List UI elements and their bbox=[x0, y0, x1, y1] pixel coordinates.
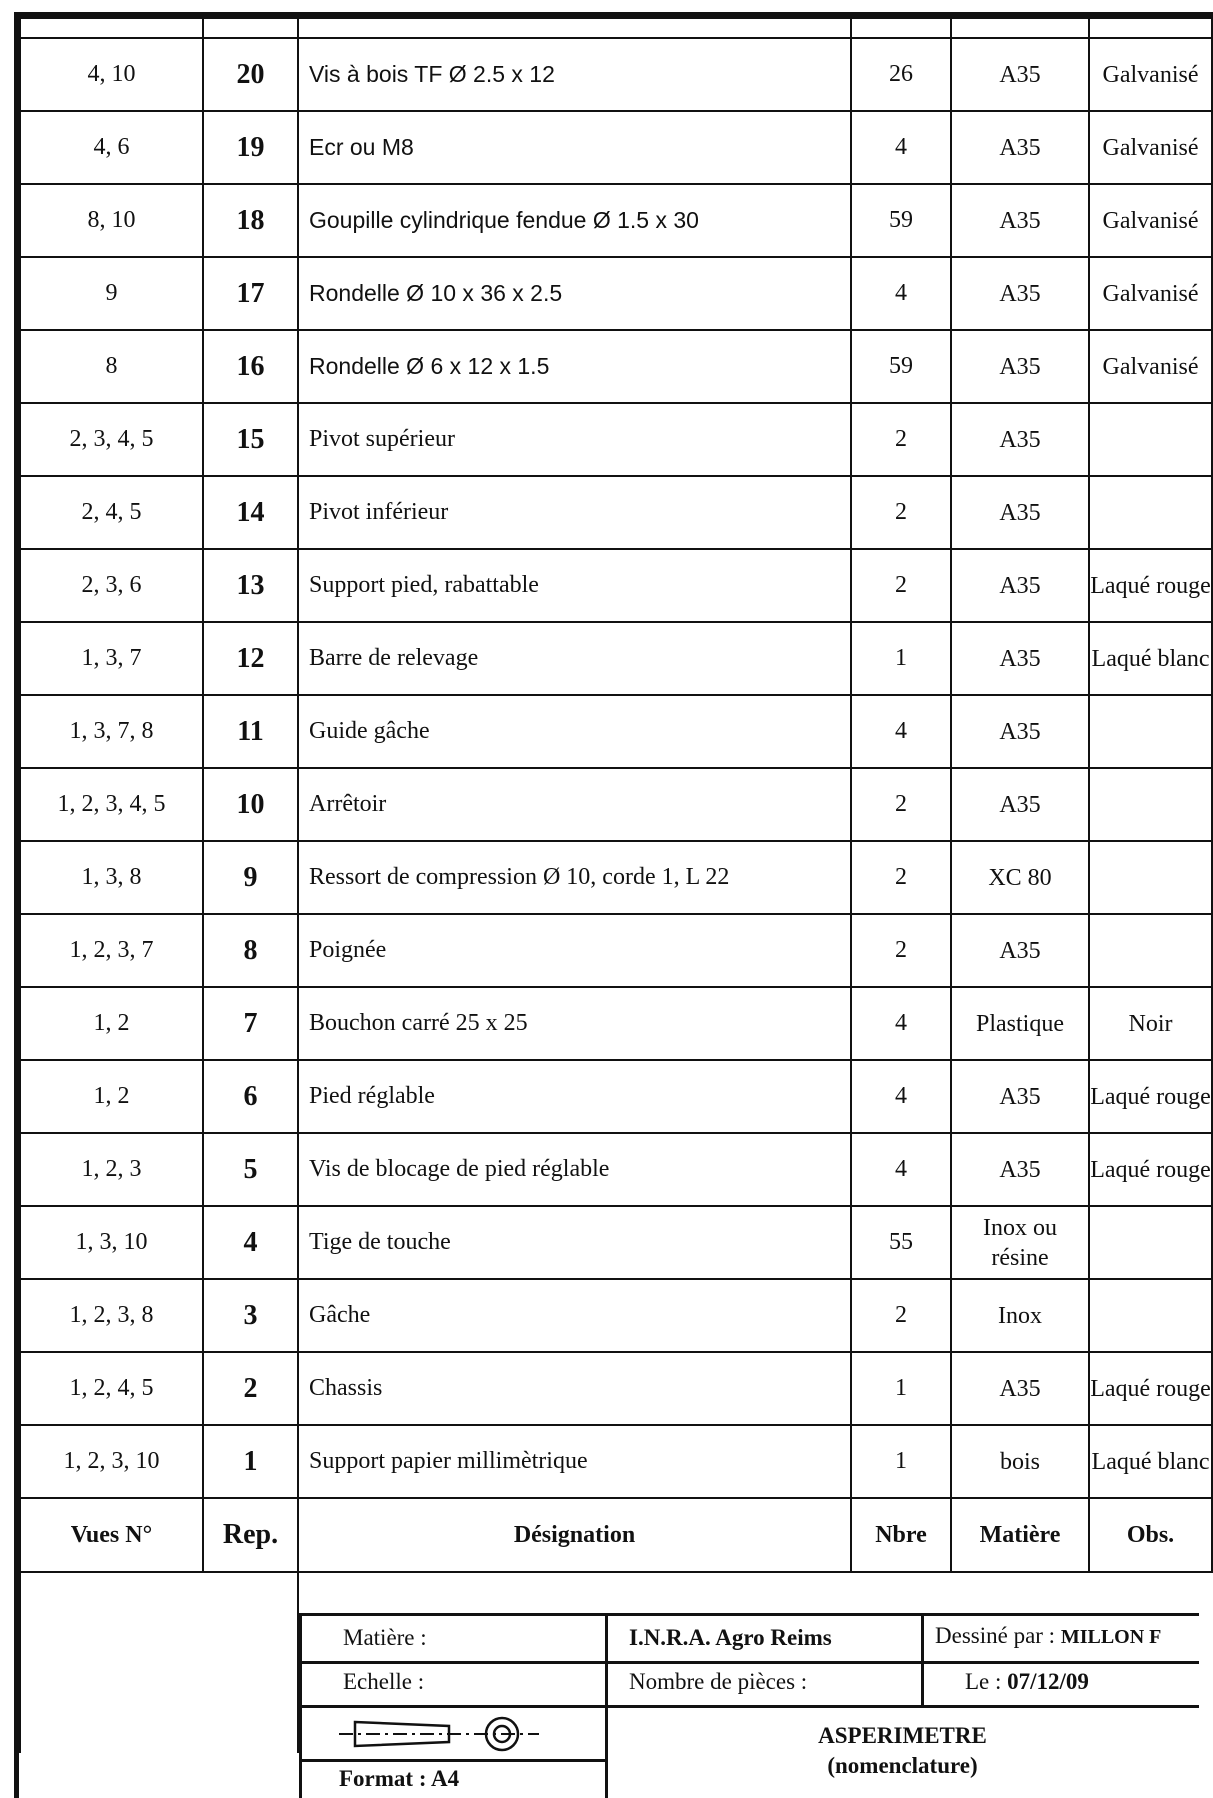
cell-vues: 1, 3, 7 bbox=[20, 622, 203, 695]
drawing-title: ASPERIMETRE bbox=[818, 1723, 987, 1748]
first-angle-projection-icon bbox=[339, 1713, 539, 1755]
cell-obs: Galvanisé bbox=[1089, 111, 1212, 184]
drawing-title-block bbox=[606, 1721, 1199, 1781]
cell-obs: Galvanisé bbox=[1089, 330, 1212, 403]
cell-designation: Guide gâche bbox=[298, 695, 851, 768]
cell-nbre: 26 bbox=[851, 38, 951, 111]
cell-designation: Ressort de compression Ø 10, corde 1, L 22 bbox=[298, 841, 851, 914]
dessine-par-value: MILLON F bbox=[1060, 1626, 1162, 1648]
cell-obs: Laqué rouge bbox=[1089, 549, 1212, 622]
cell-rep: 12 bbox=[203, 622, 298, 695]
cell-nbre: 4 bbox=[851, 987, 951, 1060]
cell-nbre: 2 bbox=[851, 403, 951, 476]
cell-nbre: 59 bbox=[851, 330, 951, 403]
designation-text: Rondelle Ø 6 x 12 x 1.5 bbox=[309, 352, 550, 379]
cell-matiere: A35 bbox=[951, 184, 1089, 257]
cell-designation: Support papier millimètrique bbox=[298, 1425, 851, 1498]
cell-matiere: A35 bbox=[951, 38, 1089, 111]
table-row bbox=[20, 476, 1212, 549]
cell-vues: 4, 10 bbox=[20, 38, 203, 111]
cell-nbre: 59 bbox=[851, 184, 951, 257]
cell-rep: 18 bbox=[203, 184, 298, 257]
cell-matiere: A35 bbox=[951, 476, 1089, 549]
cell-nbre: 2 bbox=[851, 914, 951, 987]
cell-matiere: Plastique bbox=[951, 987, 1089, 1060]
cell-obs: Laqué rouge bbox=[1089, 1352, 1212, 1425]
cell-vues: 1, 2 bbox=[20, 987, 203, 1060]
designation-text: Ecr ou M8 bbox=[309, 133, 414, 160]
date-value: 07/12/09 bbox=[1007, 1669, 1089, 1694]
cell-rep: 1 bbox=[203, 1425, 298, 1498]
date bbox=[965, 1669, 1089, 1695]
organisation-name: I.N.R.A. Agro Reims bbox=[629, 1625, 832, 1650]
cell-designation bbox=[298, 38, 851, 111]
drawing-sheet bbox=[14, 12, 1213, 1798]
cell-vues: 2, 3, 6 bbox=[20, 549, 203, 622]
drawing-subtitle: (nomenclature) bbox=[827, 1752, 978, 1778]
cell-nbre: 2 bbox=[851, 549, 951, 622]
cell-matiere: A35 bbox=[951, 403, 1089, 476]
table-row bbox=[20, 1352, 1212, 1425]
cell-vues: 1, 3, 7, 8 bbox=[20, 695, 203, 768]
cell-vues: 8 bbox=[20, 330, 203, 403]
cell-rep: 3 bbox=[203, 1279, 298, 1352]
cell-designation: Vis de blocage de pied réglable bbox=[298, 1133, 851, 1206]
matiere-label: Matière : bbox=[343, 1625, 427, 1650]
cell-matiere: A35 bbox=[951, 111, 1089, 184]
cell-nbre: 4 bbox=[851, 1060, 951, 1133]
cell-designation bbox=[298, 184, 851, 257]
cell-rep: 10 bbox=[203, 768, 298, 841]
cell-nbre: 4 bbox=[851, 257, 951, 330]
cell-matiere: A35 bbox=[951, 622, 1089, 695]
cell-matiere: XC 80 bbox=[951, 841, 1089, 914]
cell-nbre: 4 bbox=[851, 111, 951, 184]
cell-rep: 7 bbox=[203, 987, 298, 1060]
cell-vues: 1, 2 bbox=[20, 1060, 203, 1133]
cell-obs bbox=[1089, 1279, 1212, 1352]
cell-vues: 1, 2, 3 bbox=[20, 1133, 203, 1206]
cell-obs: Laqué blanc bbox=[1089, 1425, 1212, 1498]
date-label: Le : bbox=[965, 1669, 1002, 1694]
table-row bbox=[20, 403, 1212, 476]
cell-matiere: bois bbox=[951, 1425, 1089, 1498]
header-rep: Rep. bbox=[203, 1498, 298, 1572]
cell-vues: 4, 6 bbox=[20, 111, 203, 184]
table-row bbox=[20, 987, 1212, 1060]
parts-list-table bbox=[19, 17, 1213, 1753]
cell-designation: Poignée bbox=[298, 914, 851, 987]
table-row bbox=[20, 914, 1212, 987]
cell-obs: Laqué rouge bbox=[1089, 1060, 1212, 1133]
cell-matiere: Inox ou résine bbox=[951, 1206, 1089, 1279]
cell-obs: Noir bbox=[1089, 987, 1212, 1060]
cell-nbre: 2 bbox=[851, 476, 951, 549]
designation-text: Rondelle Ø 10 x 36 x 2.5 bbox=[309, 279, 563, 306]
cell-rep: 20 bbox=[203, 38, 298, 111]
cell-nbre: 1 bbox=[851, 1425, 951, 1498]
cell-designation: Support pied, rabattable bbox=[298, 549, 851, 622]
table-row bbox=[20, 330, 1212, 403]
cell-vues: 1, 2, 3, 4, 5 bbox=[20, 768, 203, 841]
cell-matiere: Inox bbox=[951, 1279, 1089, 1352]
echelle-label: Echelle : bbox=[343, 1669, 425, 1694]
cell-rep: 11 bbox=[203, 695, 298, 768]
cell-rep: 19 bbox=[203, 111, 298, 184]
header-matiere: Matière bbox=[951, 1498, 1089, 1572]
cell-vues: 1, 3, 8 bbox=[20, 841, 203, 914]
cell-nbre: 2 bbox=[851, 768, 951, 841]
cell-rep: 14 bbox=[203, 476, 298, 549]
nombre-pieces-label: Nombre de pièces : bbox=[629, 1669, 808, 1694]
cell-obs bbox=[1089, 768, 1212, 841]
dessine-par bbox=[935, 1623, 1161, 1649]
cell-rep: 9 bbox=[203, 841, 298, 914]
cell-nbre: 1 bbox=[851, 622, 951, 695]
cell-obs bbox=[1089, 695, 1212, 768]
cell-designation: Tige de touche bbox=[298, 1206, 851, 1279]
cell-rep: 8 bbox=[203, 914, 298, 987]
cell-nbre: 4 bbox=[851, 695, 951, 768]
cell-vues: 1, 2, 3, 7 bbox=[20, 914, 203, 987]
cell-rep: 16 bbox=[203, 330, 298, 403]
cell-vues: 1, 2, 3, 10 bbox=[20, 1425, 203, 1498]
cell-vues: 2, 3, 4, 5 bbox=[20, 403, 203, 476]
cell-obs bbox=[1089, 841, 1212, 914]
cell-designation: Gâche bbox=[298, 1279, 851, 1352]
designation-text: Vis à bois TF Ø 2.5 x 12 bbox=[309, 60, 555, 87]
cell-rep: 15 bbox=[203, 403, 298, 476]
cell-rep: 13 bbox=[203, 549, 298, 622]
table-row bbox=[20, 1425, 1212, 1498]
cell-designation bbox=[298, 330, 851, 403]
cell-nbre: 2 bbox=[851, 841, 951, 914]
cell-obs: Laqué rouge bbox=[1089, 1133, 1212, 1206]
table-row bbox=[20, 38, 1212, 111]
cell-obs bbox=[1089, 403, 1212, 476]
cell-obs: Galvanisé bbox=[1089, 38, 1212, 111]
cell-nbre: 4 bbox=[851, 1133, 951, 1206]
header-designation: Désignation bbox=[298, 1498, 851, 1572]
cell-matiere: A35 bbox=[951, 1060, 1089, 1133]
table-row bbox=[20, 184, 1212, 257]
cell-rep: 6 bbox=[203, 1060, 298, 1133]
designation-text: Goupille cylindrique fendue Ø 1.5 x 30 bbox=[309, 206, 699, 233]
cell-designation bbox=[298, 111, 851, 184]
table-header-row bbox=[20, 1498, 1212, 1572]
cell-rep: 2 bbox=[203, 1352, 298, 1425]
cell-designation: Barre de relevage bbox=[298, 622, 851, 695]
cell-matiere: A35 bbox=[951, 914, 1089, 987]
table-row bbox=[20, 1206, 1212, 1279]
cell-matiere: A35 bbox=[951, 257, 1089, 330]
table-row bbox=[20, 622, 1212, 695]
cell-vues: 9 bbox=[20, 257, 203, 330]
cell-obs: Galvanisé bbox=[1089, 184, 1212, 257]
table-row bbox=[20, 768, 1212, 841]
cell-designation: Arrêtoir bbox=[298, 768, 851, 841]
cell-obs: Laqué blanc bbox=[1089, 622, 1212, 695]
cell-designation: Pied réglable bbox=[298, 1060, 851, 1133]
title-block bbox=[299, 1613, 1199, 1798]
cell-rep: 5 bbox=[203, 1133, 298, 1206]
cell-matiere: A35 bbox=[951, 1352, 1089, 1425]
table-row bbox=[20, 1279, 1212, 1352]
cell-matiere: A35 bbox=[951, 768, 1089, 841]
cell-rep: 17 bbox=[203, 257, 298, 330]
dessine-par-label: Dessiné par : bbox=[935, 1623, 1056, 1648]
header-vues: Vues N° bbox=[20, 1498, 203, 1572]
table-row bbox=[20, 695, 1212, 768]
cell-matiere: A35 bbox=[951, 330, 1089, 403]
cell-obs bbox=[1089, 1206, 1212, 1279]
header-obs: Obs. bbox=[1089, 1498, 1212, 1572]
table-top-row bbox=[20, 18, 1212, 38]
cell-designation bbox=[298, 257, 851, 330]
table-row bbox=[20, 111, 1212, 184]
cell-rep: 4 bbox=[203, 1206, 298, 1279]
cell-nbre: 2 bbox=[851, 1279, 951, 1352]
cell-vues: 8, 10 bbox=[20, 184, 203, 257]
cell-matiere: A35 bbox=[951, 549, 1089, 622]
cell-designation: Pivot supérieur bbox=[298, 403, 851, 476]
table-row bbox=[20, 257, 1212, 330]
cell-vues: 1, 3, 10 bbox=[20, 1206, 203, 1279]
cell-vues: 1, 2, 4, 5 bbox=[20, 1352, 203, 1425]
cell-nbre: 55 bbox=[851, 1206, 951, 1279]
cell-matiere: A35 bbox=[951, 1133, 1089, 1206]
table-row bbox=[20, 549, 1212, 622]
cell-obs bbox=[1089, 476, 1212, 549]
table-row bbox=[20, 1060, 1212, 1133]
cell-designation: Pivot inférieur bbox=[298, 476, 851, 549]
cell-vues: 1, 2, 3, 8 bbox=[20, 1279, 203, 1352]
cell-nbre: 1 bbox=[851, 1352, 951, 1425]
cell-obs: Galvanisé bbox=[1089, 257, 1212, 330]
header-nbre: Nbre bbox=[851, 1498, 951, 1572]
cell-vues: 2, 4, 5 bbox=[20, 476, 203, 549]
cell-designation: Bouchon carré 25 x 25 bbox=[298, 987, 851, 1060]
table-row bbox=[20, 841, 1212, 914]
table-row bbox=[20, 1133, 1212, 1206]
cell-obs bbox=[1089, 914, 1212, 987]
cell-designation: Chassis bbox=[298, 1352, 851, 1425]
format-label: Format : A4 bbox=[339, 1766, 460, 1791]
cell-matiere: A35 bbox=[951, 695, 1089, 768]
